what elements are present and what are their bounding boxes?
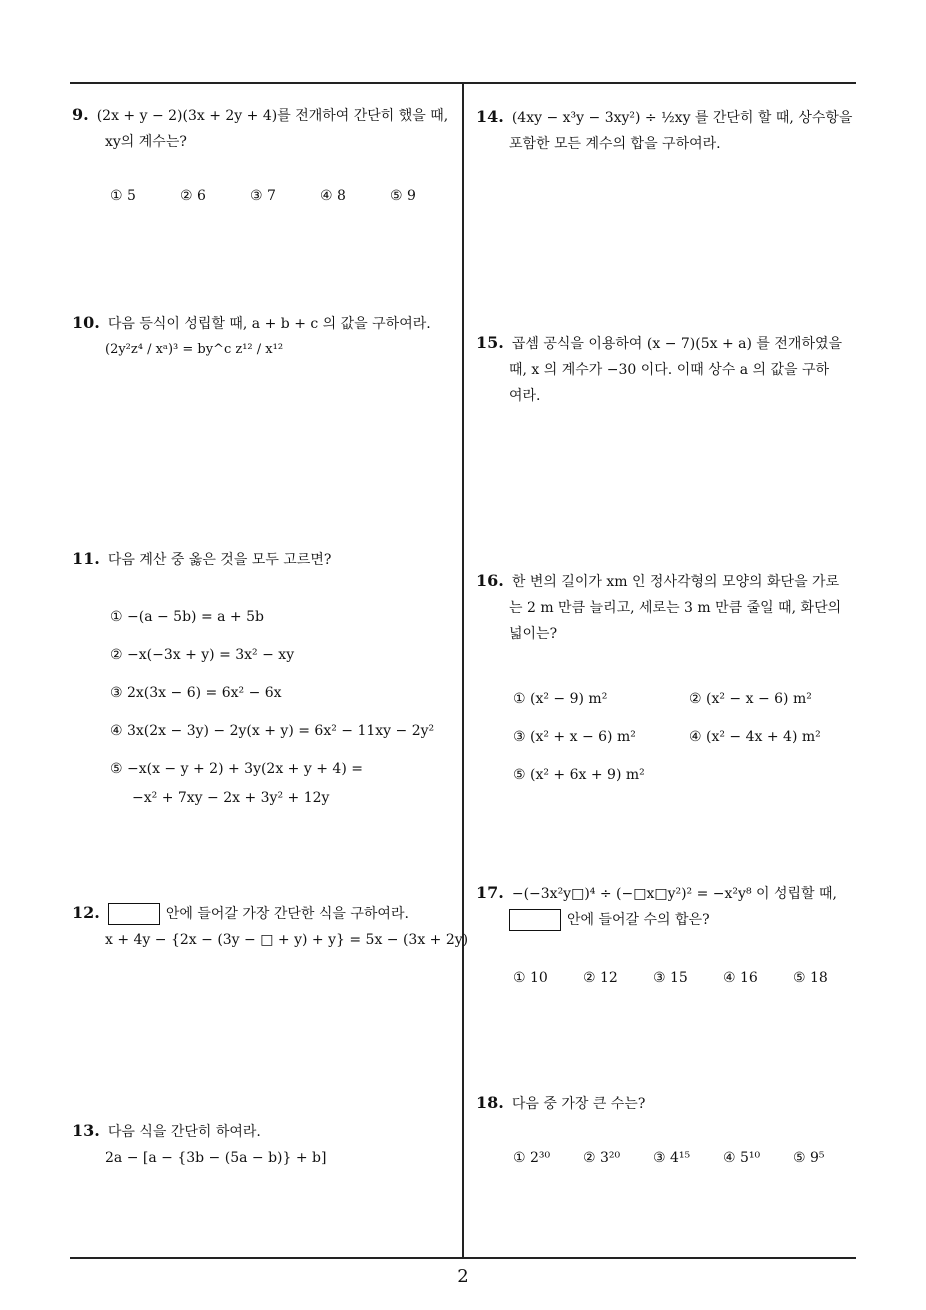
equation: 2a − [a − {3b − (5a − b)} + b]: [105, 1150, 327, 1166]
question-number: 18.: [476, 1093, 504, 1112]
choices-17: [513, 970, 828, 986]
choice[interactable]: ⑤ 18: [793, 970, 828, 986]
choice[interactable]: ③ (x² + x − 6) m²: [513, 729, 636, 745]
question-15: [476, 330, 860, 409]
question-number: 16.: [476, 571, 504, 590]
question-number: 13.: [72, 1121, 100, 1140]
choice[interactable]: ② 12: [583, 970, 618, 986]
choice[interactable]: ① 2³⁰: [513, 1150, 551, 1166]
question-number: 11.: [72, 549, 100, 568]
question-16: [476, 568, 860, 647]
question-number: 17.: [476, 883, 504, 902]
question-number: 14.: [476, 107, 504, 126]
choice[interactable]: ④ (x² − 4x + 4) m²: [689, 729, 821, 745]
choice[interactable]: ⑤ 9: [390, 188, 416, 204]
answer-box: [509, 909, 561, 931]
question-12: [72, 900, 469, 953]
choice[interactable]: ② −x(−3x + y) = 3x² − xy: [110, 647, 295, 663]
question-text: (4xy − x³y − 3xy²) ÷ ½xy 를 간단히 할 때, 상수항을: [511, 110, 853, 126]
choice[interactable]: ④ 5¹⁰: [723, 1150, 761, 1166]
bottom-rule: [70, 1257, 856, 1259]
question-text: 한 변의 길이가 xm 인 정사각형의 모양의 화단을 가로: [511, 574, 840, 590]
choice[interactable]: ⑤ −x(x − y + 2) + 3y(2x + y + 4) =: [110, 761, 363, 777]
question-text: −(−3x²y□)⁴ ÷ (−□x□y²)² = −x²y⁸ 이 성립할 때,: [511, 886, 837, 902]
question-10: [72, 310, 456, 363]
question-number: 12.: [72, 903, 100, 922]
choice[interactable]: ④ 16: [723, 970, 758, 986]
choice[interactable]: ③ 7: [250, 188, 276, 204]
question-text: 다음 식을 간단히 하여라.: [107, 1124, 261, 1140]
choice[interactable]: ④ 8: [320, 188, 346, 204]
question-14: [476, 104, 860, 157]
choice[interactable]: ⑤ (x² + 6x + 9) m²: [513, 767, 645, 783]
choice[interactable]: ① 10: [513, 970, 548, 986]
choice[interactable]: ① −(a − 5b) = a + 5b: [110, 609, 264, 625]
question-text: 다음 등식이 성립할 때, a + b + c 의 값을 구하여라.: [107, 316, 431, 332]
question-text: 다음 중 가장 큰 수는?: [511, 1096, 646, 1112]
question-number: 15.: [476, 333, 504, 352]
answer-box: [108, 903, 160, 925]
equation: (2y²z⁴ / xᵃ)³ = by^c z¹² / x¹²: [105, 342, 284, 357]
choice[interactable]: ② (x² − x − 6) m²: [689, 691, 812, 707]
question-number: 10.: [72, 313, 100, 332]
choice[interactable]: ② 6: [180, 188, 206, 204]
column-divider: [462, 82, 464, 1258]
question-text: 안에 들어갈 수의 합은?: [567, 912, 710, 928]
choice[interactable]: ② 3²⁰: [583, 1150, 621, 1166]
choices-16: [513, 680, 821, 794]
choice-continuation: −x² + 7xy − 2x + 3y² + 12y: [132, 790, 330, 806]
equation: x + 4y − {2x − (3y − □ + y) + y} = 5x − (3x + 2y): [105, 932, 469, 948]
page-number: 2: [457, 1266, 469, 1287]
question-text: 넓이는?: [509, 626, 558, 642]
choice[interactable]: ④ 3x(2x − 3y) − 2y(x + y) = 6x² − 11xy − 2y²: [110, 723, 435, 739]
question-17: [476, 880, 860, 933]
question-18: [476, 1090, 860, 1117]
choices-11: [110, 598, 434, 808]
question-13: [72, 1118, 456, 1171]
question-text: 포함한 모든 계수의 합을 구하여라.: [509, 136, 721, 152]
question-text: 다음 계산 중 옳은 것을 모두 고르면?: [107, 552, 332, 568]
question-number: 9.: [72, 105, 89, 124]
choice[interactable]: ③ 2x(3x − 6) = 6x² − 6x: [110, 685, 282, 701]
question-text: xy의 계수는?: [105, 134, 187, 150]
question-11: [72, 546, 456, 573]
question-text: 는 2 m 만큼 늘리고, 세로는 3 m 만큼 줄일 때, 화단의: [509, 600, 842, 616]
choices-18: [513, 1150, 825, 1166]
choices-9: [110, 188, 416, 204]
choice[interactable]: ③ 4¹⁵: [653, 1150, 691, 1166]
question-text: (2x + y − 2)(3x + 2y + 4)를 전개하여 간단히 했을 때,: [96, 108, 449, 124]
question-text: 때, x 의 계수가 −30 이다. 이때 상수 a 의 값을 구하: [509, 362, 830, 378]
choice[interactable]: ① (x² − 9) m²: [513, 691, 608, 707]
choice[interactable]: ③ 15: [653, 970, 688, 986]
question-9: [72, 102, 456, 155]
question-text: 여라.: [509, 388, 541, 404]
choice[interactable]: ⑤ 9⁵: [793, 1150, 825, 1166]
question-text: 곱셈 공식을 이용하여 (x − 7)(5x + a) 를 전개하였을: [511, 336, 843, 352]
question-text: 안에 들어갈 가장 간단한 식을 구하여라.: [165, 906, 409, 922]
choice[interactable]: ① 5: [110, 188, 136, 204]
